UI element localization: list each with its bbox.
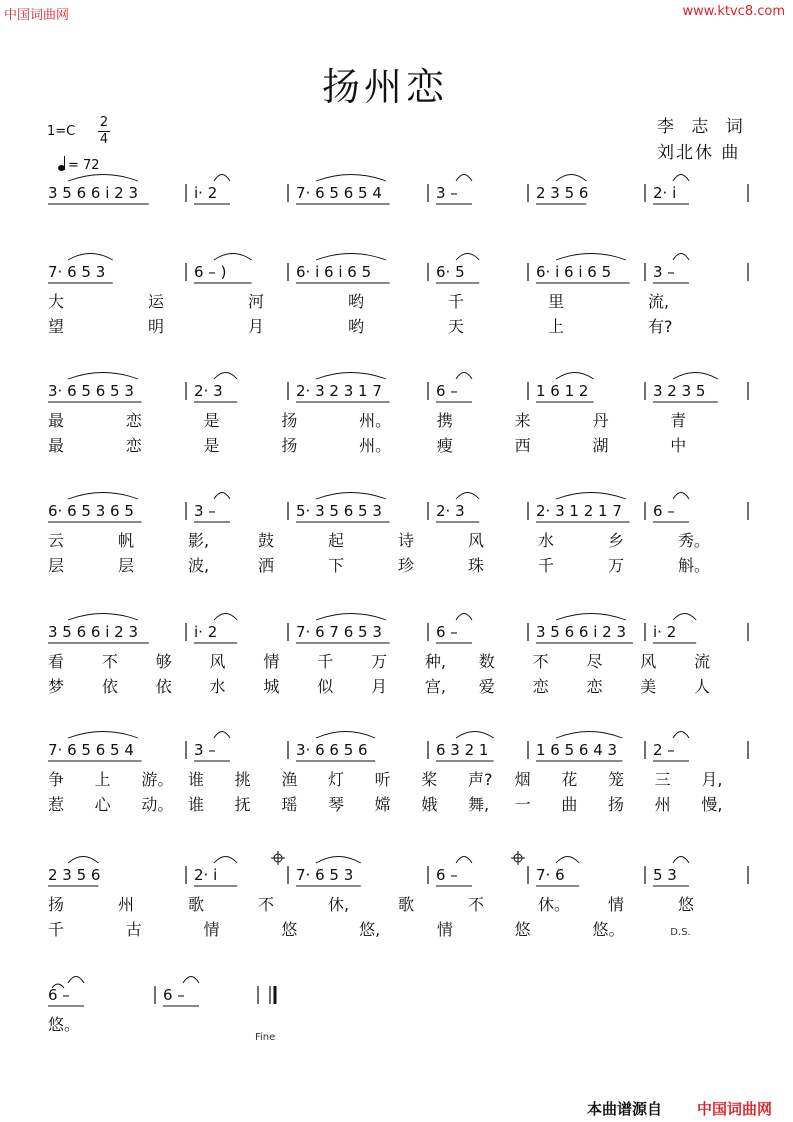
slur-arc (316, 857, 361, 864)
measure-notes: 2· i (653, 184, 677, 202)
lyric-verse1: 恋 (125, 411, 142, 430)
lyric-verse1: 谁 (188, 770, 205, 789)
lyric-verse1: 上 (94, 770, 111, 789)
slur-arc (673, 373, 718, 380)
lyric-verse1: 游。 (141, 770, 174, 789)
slur-arc (556, 732, 622, 739)
lyric-verse2: 是 (203, 436, 220, 455)
lyric-verse1: 起 (328, 531, 345, 550)
lyric-verse1: 三 (654, 770, 671, 789)
slur-arc (68, 254, 113, 261)
lyric-verse2: 悠。 (592, 920, 625, 939)
lyric-verse2: 人 (694, 677, 711, 696)
measure-notes: 6 – (436, 866, 458, 884)
lyric-verse2: 层 (118, 556, 135, 575)
lyric-verse1: 灯 (328, 770, 345, 789)
measure-notes: 7· 6 (536, 866, 565, 884)
watermark-right: www.ktvc8.com (682, 4, 785, 19)
slur-arc (673, 254, 689, 261)
lyric-verse2: 珠 (468, 556, 485, 575)
measure-notes: 3· 6 6 5 6 (296, 741, 368, 759)
slur-arc (214, 175, 230, 182)
footer-source-label: 本曲谱源自 (587, 1100, 663, 1118)
measure-notes: 3 – (194, 741, 216, 759)
lyric-verse1: 鼓 (258, 531, 275, 550)
slur-arc (556, 614, 626, 621)
lyric-verse2: 下 (328, 556, 345, 575)
lyric-verse2: 中 (670, 436, 687, 455)
lyric-verse2: 层 (48, 556, 65, 575)
slur-arc (68, 614, 138, 621)
lyric-verse1: 不 (101, 652, 118, 671)
lyric-verse2: 琴 (328, 795, 345, 814)
measure-notes: 6 – (163, 986, 185, 1004)
measure-notes: 3 5 6 6 i 2 3 (48, 623, 139, 641)
slur-arc (68, 732, 138, 739)
lyric-verse1: 青 (670, 411, 687, 430)
lyric-verse1: 悠 (678, 895, 695, 914)
measure-notes: 3 – (653, 263, 675, 281)
footer-site-link[interactable]: 中国词曲网 (697, 1100, 773, 1118)
slur-arc (183, 977, 199, 984)
slur-arc (556, 373, 594, 380)
measure-notes: 2 3 5 6 (48, 866, 101, 884)
slur-arc (316, 254, 386, 261)
slur-arc (456, 175, 472, 182)
lyric-verse1: 月, (701, 770, 723, 789)
slur-arc (556, 175, 586, 182)
lyric-verse2: 谁 (188, 795, 205, 814)
time-top: 2 (99, 115, 109, 130)
watermark-left: 中国词曲网 (4, 8, 70, 23)
lyric-verse1: 不 (532, 652, 549, 671)
lyric-verse1: 诗 (398, 531, 415, 550)
measure-notes: 7· 6 5 6 5 4 (48, 741, 134, 759)
lyric-verse1: 运 (148, 292, 165, 311)
slur-arc (316, 175, 386, 182)
measure-notes: 1 6 1 2 (536, 382, 589, 400)
slur-arc (456, 254, 479, 261)
lyric-verse1: 桨 (421, 770, 438, 789)
lyric-verse2: 千 (538, 556, 555, 575)
lyric-verse1: 哟 (348, 292, 365, 311)
lyric-verse1: 渔 (281, 770, 298, 789)
measure-notes: 2· 3 (194, 382, 223, 400)
lyric-verse1: 万 (371, 652, 388, 671)
lyric-verse2: 悠 (281, 920, 298, 939)
lyric-verse1: 是 (203, 411, 220, 430)
lyric-verse1: 休。 (538, 895, 571, 914)
slur-arc (456, 732, 494, 739)
slur-arc (556, 254, 626, 261)
measure-notes: 6 – (48, 986, 70, 1004)
measure-notes: 7· 6 5 3 (48, 263, 106, 281)
lyric-verse2: 美 (640, 677, 657, 696)
lyric-verse1: 尽 (586, 652, 603, 671)
slur-arc (68, 977, 84, 984)
lyric-verse2: 最 (48, 436, 65, 455)
lyric-verse1: 影, (188, 531, 210, 550)
slur-arc (68, 493, 138, 500)
measure-notes: 2· i (194, 866, 218, 884)
slur-arc (673, 175, 689, 182)
lyric-verse2: 望 (48, 317, 65, 336)
lyric-verse1: 情 (608, 895, 625, 914)
lyricist-credit: 李 志 词 (657, 117, 749, 137)
lyric-verse1: 种, (424, 652, 447, 671)
slur-arc (316, 732, 375, 739)
measure-notes: 6 – ) (194, 263, 227, 281)
lyric-verse2: 州。 (359, 436, 392, 455)
slur-arc (456, 857, 472, 864)
lyric-verse1: 携 (436, 411, 453, 430)
lyric-verse2: 慢, (701, 795, 723, 814)
lyric-verse2: 情 (436, 920, 453, 939)
lyric-verse2: 水 (209, 677, 226, 696)
measure-notes: 2· 3 2 3 1 7 (296, 382, 382, 400)
lyric-verse2: 依 (101, 677, 118, 696)
slur-arc (556, 493, 626, 500)
lyric-verse1: 数 (478, 652, 495, 671)
key-signature: 1=C (47, 124, 76, 139)
slur-arc (214, 732, 230, 739)
lyric-verse2: 扬 (608, 795, 625, 814)
lyric-verse2: 动。 (141, 795, 174, 814)
lyric-verse2: 瘦 (436, 436, 453, 455)
lyric-verse1: 休, (328, 895, 350, 914)
lyric-verse1: 够 (155, 652, 172, 671)
lyric-verse2: 天 (448, 317, 465, 336)
lyric-verse2: 斛。 (678, 556, 711, 575)
lyric-verse2: 抚 (234, 795, 251, 814)
lyric-verse1: 秀。 (678, 531, 711, 550)
lyric-verse1: 河 (248, 292, 265, 311)
lyric-verse2: 悠, (359, 920, 381, 939)
lyric-verse1: 最 (48, 411, 65, 430)
lyric-verse2: 州 (654, 795, 671, 814)
lyric-verse1: 声? (468, 770, 493, 789)
lyric-verse2: 情 (203, 920, 220, 939)
lyric-verse1: 乡 (608, 531, 625, 550)
lyric-verse1: 里 (548, 292, 565, 311)
lyric-verse1: 不 (258, 895, 275, 914)
measure-notes: 6 3 2 1 (436, 741, 489, 759)
lyric-verse2: 千 (48, 920, 65, 939)
measure-notes: 3 – (194, 502, 216, 520)
lyric-verse2: 恋 (125, 436, 142, 455)
lyric-verse1: 来 (514, 411, 531, 430)
lyric-verse2: 湖 (592, 436, 609, 455)
lyric-verse2: 有? (648, 317, 673, 336)
slur-arc (673, 493, 689, 500)
lyric-verse2: 依 (155, 677, 172, 696)
slur-arc (316, 493, 386, 500)
slur-arc (316, 373, 386, 380)
lyric-verse2: 洒 (258, 556, 275, 575)
lyric-verse1: 流 (694, 652, 711, 671)
lyric-verse1: 丹 (592, 411, 609, 430)
lyric-verse2: 珍 (398, 556, 415, 575)
lyric-verse2: 月 (371, 677, 388, 696)
lyric-verse1: 水 (538, 531, 555, 550)
lyric-verse2: 西 (514, 436, 531, 455)
lyric-verse2: 波, (188, 556, 210, 575)
lyric-verse1: 不 (468, 895, 485, 914)
lyric-verse1: 看 (48, 652, 65, 671)
measure-notes: 3 5 6 6 i 2 3 (48, 184, 139, 202)
slur-arc (68, 175, 138, 182)
lyric-verse1: 烟 (514, 770, 531, 789)
slur-arc (556, 857, 579, 864)
lyric-verse2: 城 (263, 677, 280, 696)
lyric-verse2: 扬 (281, 436, 298, 455)
lyric-verse2: 明 (148, 317, 165, 336)
measure-notes: 3· 6 5 6 5 3 (48, 382, 134, 400)
lyric-verse2: 悠 (514, 920, 531, 939)
measure-notes: 6· 5 (436, 263, 465, 281)
lyric-verse2: 娥 (421, 795, 438, 814)
lyric-verse1: 听 (374, 770, 391, 789)
slur-arc (673, 857, 689, 864)
slur-arc (456, 614, 472, 621)
time-bottom: 4 (99, 132, 109, 147)
lyric-verse2: 月 (248, 317, 265, 336)
measure-notes: 6· i 6 i 6 5 (536, 263, 612, 281)
slur-arc (673, 614, 696, 621)
measure-notes: 3 2 3 5 (653, 382, 706, 400)
lyric-verse1: 笼 (608, 770, 625, 789)
lyric-verse1: 挑 (234, 770, 251, 789)
measure-notes: 2· 3 1 2 1 7 (536, 502, 622, 520)
measure-notes: 5 3 (653, 866, 677, 884)
lyric-verse1: 州 (118, 895, 135, 914)
lyric-verse1: 扬 (48, 895, 65, 914)
measure-notes: 2 3 5 6 (536, 184, 589, 202)
slur-arc (214, 614, 237, 621)
measure-notes: 2 – (653, 741, 675, 759)
lyric-verse2: 心 (94, 795, 111, 814)
measure-notes: 7· 6 7 6 5 3 (296, 623, 382, 641)
measure-notes: 2· 3 (436, 502, 465, 520)
lyric-verse1: 风 (209, 652, 226, 671)
lyric-verse2: 一 (514, 795, 531, 814)
measure-notes: 6 – (653, 502, 675, 520)
lyric-verse1: 争 (48, 770, 65, 789)
lyric-verse2: 哟 (348, 317, 365, 336)
lyric-verse2: 惹 (48, 795, 65, 814)
lyric-verse1: 风 (468, 531, 485, 550)
lyric-verse1: 流, (648, 292, 670, 311)
lyric-verse1: 歌 (188, 895, 205, 914)
lyric-verse1: 千 (317, 652, 334, 671)
lyric-verse1: 歌 (398, 895, 415, 914)
slur-arc (214, 493, 230, 500)
lyric-verse1: 云 (48, 531, 65, 550)
measure-notes: 3 – (436, 184, 458, 202)
lyric-verse2: 舞, (468, 795, 490, 814)
measure-notes: 6· i 6 i 6 5 (296, 263, 372, 281)
lyric-verse1: 帆 (118, 531, 135, 550)
lyric-verse2: 似 (317, 677, 334, 696)
lyric-verse1: 大 (48, 292, 65, 311)
slur-arc (68, 857, 98, 864)
measure-notes: i· 2 (194, 623, 218, 641)
measure-notes: 7· 6 5 3 (296, 866, 354, 884)
lyric-verse1: 扬 (281, 411, 298, 430)
lyric-verse2: 万 (608, 556, 625, 575)
lyric-verse2: 恋 (586, 677, 603, 696)
lyric-verse2: 上 (548, 317, 565, 336)
measure-notes: 1 6 5 6 4 3 (536, 741, 618, 759)
lyric-verse2: 宫, (424, 677, 447, 696)
slur-arc (214, 857, 237, 864)
slur-arc (316, 614, 386, 621)
lyric-verse1: 悠。 (48, 1015, 81, 1034)
lyric-verse1: 千 (448, 292, 465, 311)
lyric-verse2: 曲 (561, 795, 578, 814)
measure-notes: 5· 3 5 6 5 3 (296, 502, 382, 520)
fine-mark: Fine (255, 1032, 276, 1043)
lyric-verse1: 情 (263, 652, 280, 671)
slur-arc (456, 493, 479, 500)
lyric-verse2: D.S. (670, 927, 691, 938)
lyric-verse1: 州。 (359, 411, 392, 430)
composer-credit: 刘北休 曲 (657, 143, 741, 163)
measure-notes: i· 2 (194, 184, 218, 202)
lyric-verse2: 瑶 (281, 795, 298, 814)
measure-notes: 3 5 6 6 i 2 3 (536, 623, 627, 641)
page-title: 扬州恋 (322, 65, 449, 109)
lyric-verse2: 嫦 (374, 795, 391, 814)
slur-arc (214, 254, 252, 261)
slur-arc (673, 732, 689, 739)
lyric-verse1: 风 (640, 652, 657, 671)
measure-notes: 6 – (436, 382, 458, 400)
lyric-verse2: 梦 (48, 677, 65, 696)
lyric-verse2: 古 (125, 920, 142, 939)
measure-notes: 7· 6 5 6 5 4 (296, 184, 382, 202)
measure-notes: i· 2 (653, 623, 677, 641)
measure-notes: 6· 6 5 3 6 5 (48, 502, 134, 520)
lyric-verse2: 恋 (532, 677, 549, 696)
lyric-verse1: 花 (561, 770, 578, 789)
slur-arc (214, 373, 237, 380)
slur-arc (68, 373, 138, 380)
tempo-value: = 72 (68, 158, 100, 173)
lyric-verse2: 爱 (478, 677, 495, 696)
measure-notes: 6 – (436, 623, 458, 641)
slur-arc (456, 373, 472, 380)
